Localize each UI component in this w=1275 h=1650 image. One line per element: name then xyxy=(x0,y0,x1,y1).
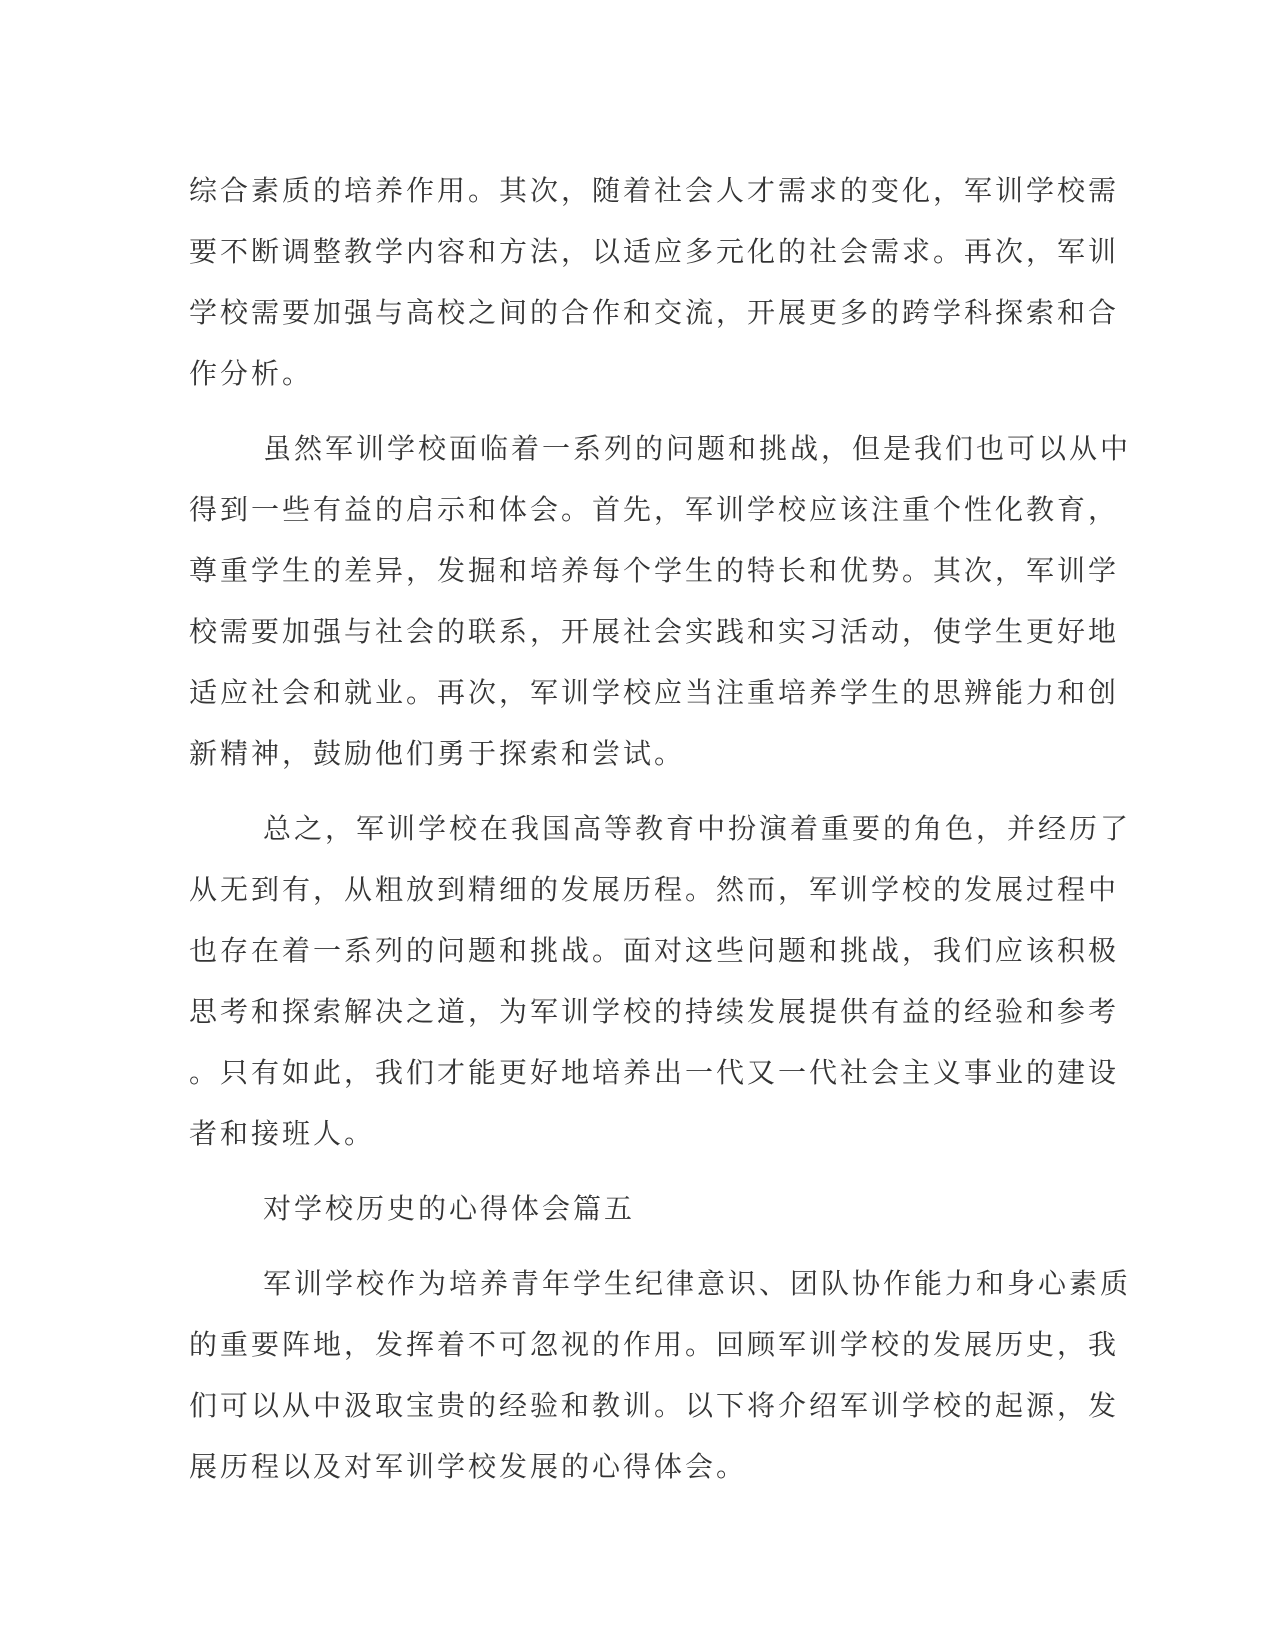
text-line: 总之，军训学校在我国高等教育中扮演着重要的角色，并经历了 xyxy=(263,812,1132,845)
paragraph xyxy=(189,160,1120,404)
section-heading xyxy=(189,1178,1079,1239)
paragraph xyxy=(189,798,1132,1164)
text-line: 综合素质的培养作用。其次，随着社会人才需求的变化，军训学校需 xyxy=(189,174,1120,207)
text-line: 新精神，鼓励他们勇于探索和尝试。 xyxy=(189,737,686,770)
paragraph xyxy=(189,418,1132,784)
text-line: 要不断调整教学内容和方法，以适应多元化的社会需求。再次，军训 xyxy=(189,235,1120,268)
text-line: 们可以从中汲取宝贵的经验和教训。以下将介绍军训学校的起源，发 xyxy=(189,1389,1120,1422)
text-line: 展历程以及对军训学校发展的心得体会。 xyxy=(189,1450,748,1483)
text-line: 学校需要加强与高校之间的合作和交流，开展更多的跨学科探索和合 xyxy=(189,296,1120,329)
text-line: 虽然军训学校面临着一系列的问题和挑战，但是我们也可以从中 xyxy=(263,432,1132,465)
text-line: 者和接班人。 xyxy=(189,1117,376,1150)
text-line: 得到一些有益的启示和体会。首先，军训学校应该注重个性化教育， xyxy=(189,493,1120,526)
paragraph xyxy=(189,1253,1132,1497)
text-line: 思考和探索解决之道，为军训学校的持续发展提供有益的经验和参考 xyxy=(189,995,1120,1028)
text-line: 。只有如此，我们才能更好地培养出一代又一代社会主义事业的建设 xyxy=(189,1056,1120,1089)
text-line: 适应社会和就业。再次，军训学校应当注重培养学生的思辨能力和创 xyxy=(189,676,1120,709)
document-body xyxy=(189,160,1132,1497)
text-line: 也存在着一系列的问题和挑战。面对这些问题和挑战，我们应该积极 xyxy=(189,934,1120,967)
text-line: 的重要阵地，发挥着不可忽视的作用。回顾军训学校的发展历史，我 xyxy=(189,1328,1120,1361)
text-line: 尊重学生的差异，发掘和培养每个学生的特长和优势。其次，军训学 xyxy=(189,554,1120,587)
heading-line: 对学校历史的心得体会篇五 xyxy=(263,1192,636,1225)
text-line: 军训学校作为培养青年学生纪律意识、团队协作能力和身心素质 xyxy=(263,1267,1132,1300)
text-line: 从无到有，从粗放到精细的发展历程。然而，军训学校的发展过程中 xyxy=(189,873,1120,906)
text-line: 校需要加强与社会的联系，开展社会实践和实习活动，使学生更好地 xyxy=(189,615,1120,648)
text-line: 作分析。 xyxy=(189,357,314,390)
